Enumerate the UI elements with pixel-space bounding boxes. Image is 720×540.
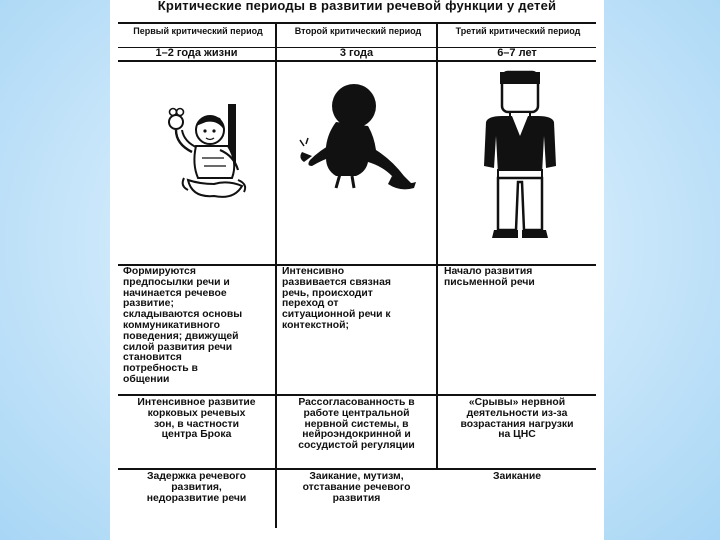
sitting-child-silhouette-icon xyxy=(296,80,416,195)
column-age-2: 3 года xyxy=(339,47,374,59)
column-header-2: Второй критический период xyxy=(294,26,422,36)
column-header-1: Первый критический период xyxy=(133,26,263,36)
disorders-cell-3: Заикание xyxy=(492,471,542,482)
table-top-border xyxy=(118,22,596,24)
description-cell-1: Формируются предпосылки речи и начинается речевое развитие; складываются основы коммуникативного поведения; движущей силой развития речи становится потребность в общении xyxy=(123,266,243,385)
age-row-divider xyxy=(118,60,596,62)
column-divider-1 xyxy=(275,22,277,528)
description-cell-2: Интенсивно развивается связная речь, происходит переход от ситуационной речи к контекстной; xyxy=(282,266,391,331)
disorders-cell-1: Задержка речевого развития, недоразвитие речи xyxy=(146,471,247,504)
standing-boy-icon xyxy=(480,70,560,242)
slide xyxy=(110,0,604,540)
disorders-row-top xyxy=(118,468,596,470)
features-cell-1: Интенсивное развитие корковых речевых зон, в частности центра Брока xyxy=(137,397,256,441)
features-cell-2: Рассогласованность в работе центральной нервной системы, в нейроэндокринной и сосудистой регуляции xyxy=(298,397,415,452)
page-title: Критические периоды в развитии речевой функции у детей xyxy=(157,0,557,13)
column-header-3: Третий критический период xyxy=(455,26,581,36)
column-age-1: 1–2 года жизни xyxy=(155,47,238,59)
sitting-baby-icon xyxy=(158,100,268,210)
features-row-top xyxy=(118,394,596,396)
features-cell-3: «Срывы» нервной деятельности из-за возрастания нагрузки на ЦНС xyxy=(460,397,574,441)
column-age-3: 6–7 лет xyxy=(497,47,537,59)
disorders-cell-2: Заикание, мутизм, отставание речевого развития xyxy=(302,471,411,504)
description-cell-3: Начало развития письменной речи xyxy=(444,266,535,288)
